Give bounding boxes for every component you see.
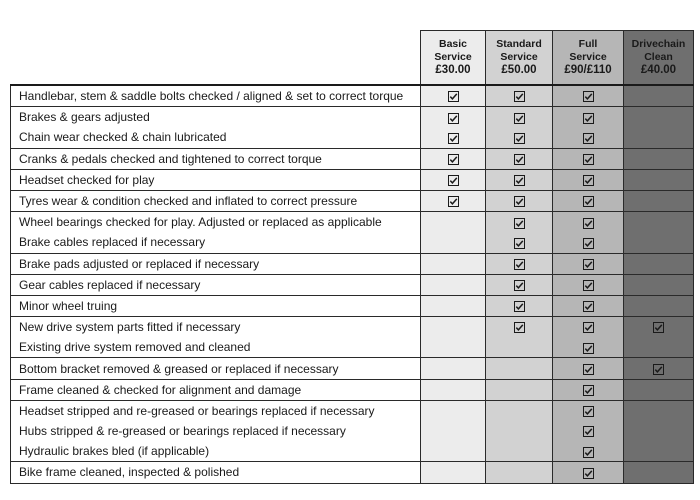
table-row — [11, 358, 694, 379]
service-name: Service — [500, 51, 538, 63]
service-name: Clean — [644, 51, 673, 63]
check-cell — [486, 337, 553, 358]
check-cell — [486, 190, 553, 211]
check-cell — [421, 462, 486, 483]
table-row — [11, 169, 694, 190]
service-item-label: Headset checked for play — [11, 169, 421, 190]
check-cell — [486, 127, 553, 148]
service-item-label: Hydraulic brakes bled (if applicable) — [11, 441, 421, 462]
service-item-label: Minor wheel truing — [11, 295, 421, 316]
checkbox-checked-icon — [583, 133, 594, 144]
check-cell — [486, 85, 553, 107]
check-cell — [486, 462, 553, 483]
checkbox-checked-icon — [653, 364, 664, 375]
service-item-label: Tyres wear & condition checked and inflated to correct pressure — [11, 190, 421, 211]
checkbox-checked-icon — [448, 154, 459, 165]
check-cell — [553, 295, 624, 316]
header-standard-service — [486, 31, 553, 86]
checkbox-checked-icon — [583, 301, 594, 312]
table-row — [11, 212, 694, 233]
check-cell — [421, 337, 486, 358]
checkbox-checked-icon — [653, 322, 664, 333]
check-cell — [486, 107, 553, 128]
check-cell — [421, 317, 486, 338]
checkbox-checked-icon — [514, 280, 525, 291]
check-cell — [553, 148, 624, 169]
table-row — [11, 421, 694, 441]
table-row — [11, 441, 694, 462]
check-cell — [553, 400, 624, 421]
checkbox-checked-icon — [583, 447, 594, 458]
check-cell — [421, 295, 486, 316]
checkbox-checked-icon — [583, 385, 594, 396]
check-cell — [486, 379, 553, 400]
check-cell — [624, 379, 694, 400]
service-name: Service — [434, 51, 472, 63]
service-price: £90/£110 — [564, 64, 612, 76]
check-cell — [486, 295, 553, 316]
check-cell — [486, 400, 553, 421]
checkbox-checked-icon — [583, 154, 594, 165]
header-drivechain-clean — [624, 31, 694, 86]
service-item-label: Existing drive system removed and cleaned — [11, 337, 421, 358]
check-cell — [553, 85, 624, 107]
service-item-label: Cranks & pedals checked and tightened to correct torque — [11, 148, 421, 169]
table-row — [11, 337, 694, 358]
checkbox-checked-icon — [514, 259, 525, 270]
check-cell — [553, 127, 624, 148]
checkbox-checked-icon — [448, 196, 459, 207]
checkbox-checked-icon — [583, 426, 594, 437]
service-name: Drivechain — [631, 38, 686, 50]
table-row — [11, 190, 694, 211]
table-row — [11, 127, 694, 148]
checkbox-checked-icon — [448, 175, 459, 186]
check-cell — [624, 85, 694, 107]
table-row — [11, 232, 694, 253]
check-cell — [624, 421, 694, 441]
check-cell — [624, 212, 694, 233]
service-item-label: Brake cables replaced if necessary — [11, 232, 421, 253]
checkbox-checked-icon — [583, 343, 594, 354]
service-item-label: Bike frame cleaned, inspected & polished — [11, 462, 421, 483]
checkbox-checked-icon — [583, 91, 594, 102]
checkbox-checked-icon — [448, 133, 459, 144]
check-cell — [421, 85, 486, 107]
service-item-label: Frame cleaned & checked for alignment and damage — [11, 379, 421, 400]
check-cell — [553, 337, 624, 358]
check-cell — [421, 379, 486, 400]
table-row — [11, 317, 694, 338]
check-cell — [553, 441, 624, 462]
check-cell — [624, 232, 694, 253]
check-cell — [421, 148, 486, 169]
checkbox-checked-icon — [514, 238, 525, 249]
service-name: Standard — [496, 38, 542, 50]
check-cell — [553, 107, 624, 128]
checkbox-checked-icon — [448, 91, 459, 102]
check-cell — [624, 107, 694, 128]
check-cell — [624, 295, 694, 316]
check-cell — [624, 400, 694, 421]
table-row — [11, 295, 694, 316]
service-item-label: Hubs stripped & re-greased or bearings replaced if necessary — [11, 421, 421, 441]
check-cell — [421, 107, 486, 128]
checkbox-checked-icon — [583, 406, 594, 417]
table-row — [11, 85, 694, 107]
check-cell — [486, 169, 553, 190]
header-full-service — [553, 31, 624, 86]
table-row — [11, 274, 694, 295]
checkbox-checked-icon — [583, 175, 594, 186]
service-item-label: New drive system parts fitted if necessary — [11, 317, 421, 338]
check-cell — [624, 337, 694, 358]
checkbox-checked-icon — [514, 175, 525, 186]
checkbox-checked-icon — [514, 113, 525, 124]
check-cell — [624, 169, 694, 190]
check-cell — [486, 232, 553, 253]
check-cell — [421, 253, 486, 274]
check-cell — [486, 274, 553, 295]
checkbox-checked-icon — [514, 301, 525, 312]
service-header — [11, 31, 694, 86]
service-name: Full — [578, 38, 598, 50]
check-cell — [553, 232, 624, 253]
service-item-label: Handlebar, stem & saddle bolts checked / aligned & set to correct torque — [11, 85, 421, 107]
checkbox-checked-icon — [514, 322, 525, 333]
check-cell — [624, 317, 694, 338]
header-blank-cell — [11, 31, 421, 86]
check-cell — [421, 127, 486, 148]
service-item-label: Brake pads adjusted or replaced if necessary — [11, 253, 421, 274]
check-cell — [624, 148, 694, 169]
checkbox-checked-icon — [514, 218, 525, 229]
table-row — [11, 400, 694, 421]
check-cell — [486, 148, 553, 169]
check-cell — [553, 253, 624, 274]
check-cell — [486, 421, 553, 441]
check-cell — [421, 441, 486, 462]
check-cell — [421, 169, 486, 190]
check-cell — [421, 274, 486, 295]
checkbox-checked-icon — [583, 364, 594, 375]
check-cell — [421, 212, 486, 233]
checkbox-checked-icon — [583, 322, 594, 333]
check-cell — [486, 317, 553, 338]
check-cell — [421, 232, 486, 253]
table-row — [11, 107, 694, 128]
check-cell — [624, 358, 694, 379]
check-cell — [553, 169, 624, 190]
checkbox-checked-icon — [583, 280, 594, 291]
header-basic-service — [421, 31, 486, 86]
check-cell — [553, 190, 624, 211]
checkbox-checked-icon — [583, 196, 594, 207]
service-price: £40.00 — [640, 64, 677, 76]
table-row — [11, 253, 694, 274]
service-item-label: Gear cables replaced if necessary — [11, 274, 421, 295]
service-name: Basic — [438, 38, 468, 50]
check-cell — [421, 190, 486, 211]
service-item-label: Brakes & gears adjusted — [11, 107, 421, 128]
service-item-label: Wheel bearings checked for play. Adjusted or replaced as applicable — [11, 212, 421, 233]
service-price: £50.00 — [501, 64, 537, 76]
service-item-label: Chain wear checked & chain lubricated — [11, 127, 421, 148]
service-comparison-table — [10, 30, 694, 484]
checkbox-checked-icon — [583, 468, 594, 479]
check-cell — [624, 274, 694, 295]
check-cell — [553, 379, 624, 400]
service-item-label: Bottom bracket removed & greased or replaced if necessary — [11, 358, 421, 379]
checkbox-checked-icon — [514, 133, 525, 144]
checkbox-checked-icon — [583, 259, 594, 270]
table-row — [11, 148, 694, 169]
service-item-label: Headset stripped and re-greased or bearings replaced if necessary — [11, 400, 421, 421]
check-cell — [624, 253, 694, 274]
table-row — [11, 462, 694, 483]
service-rows — [11, 85, 694, 483]
check-cell — [421, 400, 486, 421]
checkbox-checked-icon — [514, 196, 525, 207]
check-cell — [553, 317, 624, 338]
check-cell — [553, 421, 624, 441]
check-cell — [486, 441, 553, 462]
checkbox-checked-icon — [448, 113, 459, 124]
service-price: £30.00 — [435, 64, 471, 76]
check-cell — [553, 212, 624, 233]
check-cell — [624, 462, 694, 483]
check-cell — [553, 274, 624, 295]
check-cell — [553, 358, 624, 379]
check-cell — [421, 358, 486, 379]
checkbox-checked-icon — [514, 154, 525, 165]
check-cell — [624, 441, 694, 462]
checkbox-checked-icon — [583, 113, 594, 124]
check-cell — [486, 253, 553, 274]
check-cell — [486, 212, 553, 233]
checkbox-checked-icon — [583, 238, 594, 249]
check-cell — [553, 462, 624, 483]
service-name: Service — [569, 51, 607, 63]
checkbox-checked-icon — [514, 91, 525, 102]
check-cell — [624, 127, 694, 148]
table-row — [11, 379, 694, 400]
check-cell — [421, 421, 486, 441]
check-cell — [486, 358, 553, 379]
check-cell — [624, 190, 694, 211]
checkbox-checked-icon — [583, 218, 594, 229]
